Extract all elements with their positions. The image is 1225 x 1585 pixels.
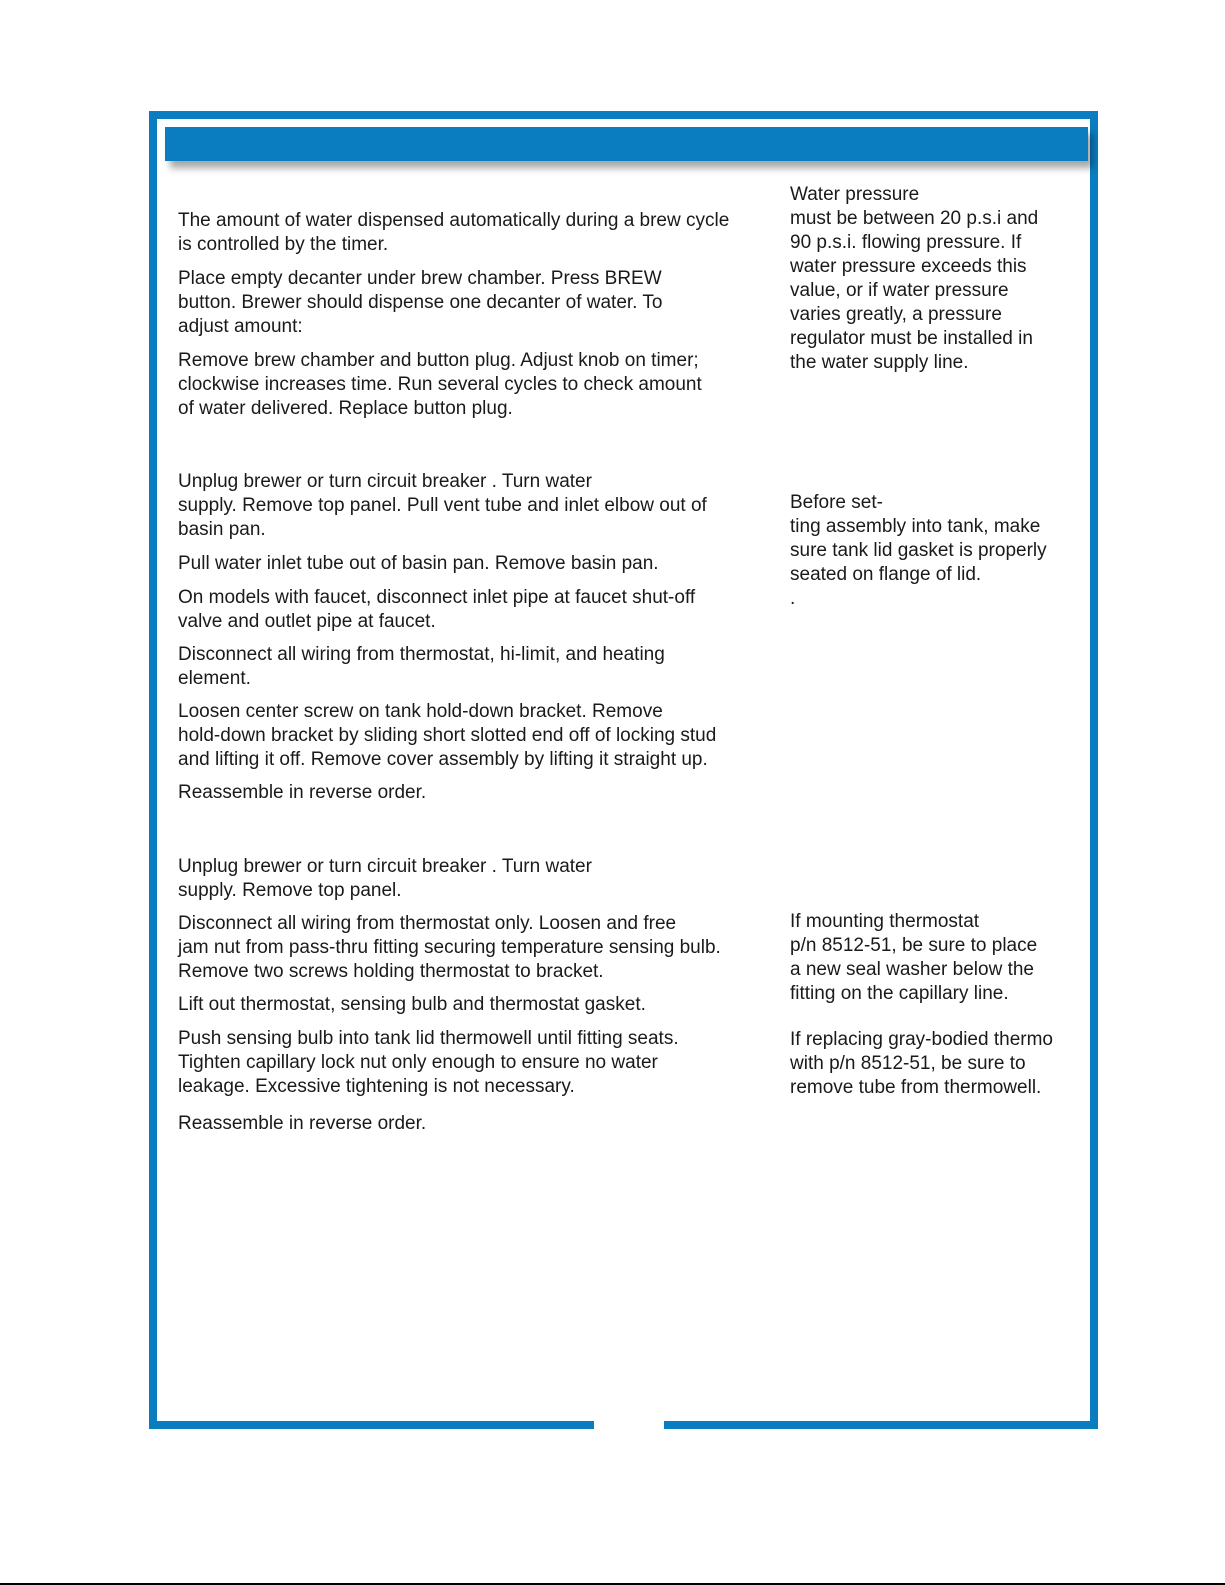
tank-lid-paragraph-5: Loosen center screw on tank hold-down bracket. Remove hold-down bracket by sliding short slotted end off of locking stud and lifting it off. Remove cover assembly by lifting it straight up. [178,701,717,770]
tank-lid-paragraph-6: Reassemble in reverse order. [178,782,427,803]
tank-lid-paragraph-4: Disconnect all wiring from thermostat, hi-limit, and heating element. [178,644,665,689]
frame-top-edge [149,111,1098,119]
thermostat-paragraph-5: Reassemble in reverse order. [178,1113,427,1134]
frame-bottom-left-edge [149,1421,594,1429]
frame-left-edge [149,111,157,1429]
timer-paragraph-2: Place empty decanter under brew chamber. Press BREW button. Brewer should dispense one decanter of water. To adjust amount: [178,268,663,337]
thermostat-paragraph-2: Disconnect all wiring from thermostat only. Loosen and free jam nut from pass-thru fitting securing temperature sensing bulb. Remove two screws holding thermostat to bracket. [178,913,721,982]
section-header-bar [165,127,1088,161]
thermostat-paragraph-3: Lift out thermostat, sensing bulb and thermostat gasket. [178,994,646,1015]
thermostat-note-1: If mounting thermostat p/n 8512-51, be sure to place a new seal washer below the fitting on the capillary line. [790,911,1038,1004]
timer-paragraph-3: Remove brew chamber and button plug. Adjust knob on timer; clockwise increases time. Run several cycles to check amount of water delivered. Replace button plug. [178,350,702,419]
frame-bottom-right-edge [664,1421,1098,1429]
timer-paragraph-1: The amount of water dispensed automatically during a brew cycle is controlled by the timer. [178,210,730,255]
tank-lid-paragraph-2: Pull water inlet tube out of basin pan. Remove basin pan. [178,553,659,574]
thermostat-paragraph-1: Unplug brewer or turn circuit breaker . Turn water supply. Remove top panel. [178,856,592,901]
tank-lid-paragraph-3: On models with faucet, disconnect inlet pipe at faucet shut-off valve and outlet pipe at faucet. [178,587,696,632]
thermostat-paragraph-4: Push sensing bulb into tank lid thermowell until fitting seats. Tighten capillary lock nut only enough to ensure no water leakage. Excessive tightening is not necessary. [178,1028,679,1097]
pressure-note: Water pressure must be between 20 p.s.i and 90 p.s.i. flowing pressure. If water pressure exceeds this value, or if water pressure varies greatly, a pressure regulator must be installed in the water supply line. [790,184,1039,373]
gasket-note: Before set- ting assembly into tank, make sure tank lid gasket is properly seated on flange of lid. . [790,492,1047,609]
frame-right-edge [1090,111,1098,1429]
tank-lid-paragraph-1: Unplug brewer or turn circuit breaker . Turn water supply. Remove top panel. Pull vent tube and inlet elbow out of basin pan. [178,471,707,540]
thermostat-note-2: If replacing gray-bodied thermo with p/n 8512-51, be sure to remove tube from thermowell. [790,1029,1053,1098]
